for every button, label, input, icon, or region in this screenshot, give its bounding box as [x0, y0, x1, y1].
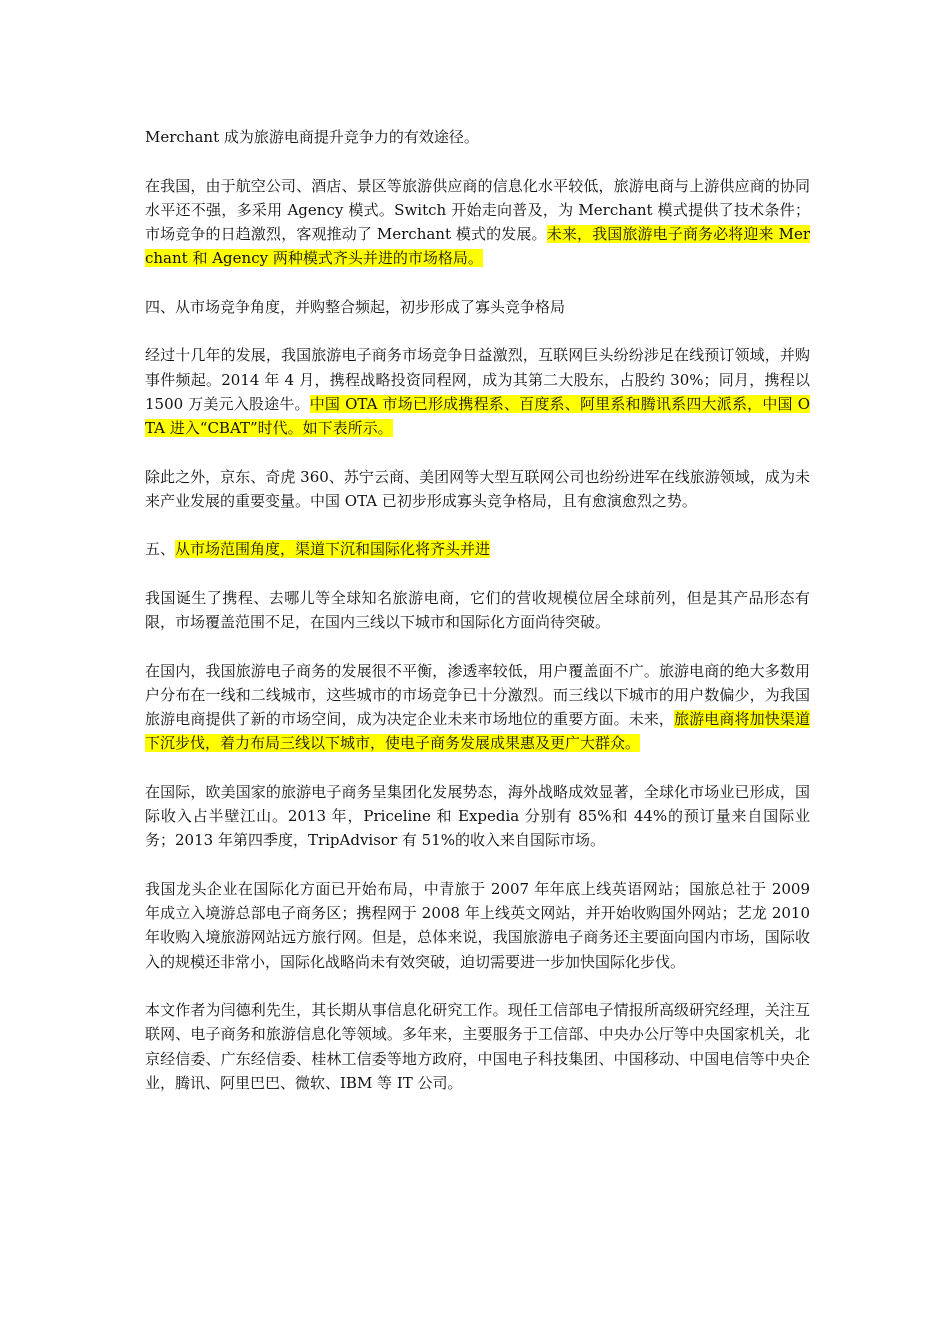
body-text: 在国际，欧美国家的旅游电子商务呈集团化发展势态，海外战略成效显著，全球化市场业已形成，国际收入占半壁江山。2013 年，Priceline 和 Expedia 分别有 85%和 44%的预订量来自国际业务；2013 年第四季度，TripAdvisor 有 51%的收入来自国际市场。: [145, 782, 810, 850]
body-text: 我国龙头企业在国际化方面已开始布局，中青旅于 2007 年年底上线英语网站；国旅总社于 2009 年成立入境游总部电子商务区；携程网于 2008 年上线英文网站，并开始收购国外网站；艺龙 2010 年收购入境旅游网站远方旅行网。但是，总体来说，我国旅游电子商务还主要面向国内市场，国际收入的规模还非常小，国际化战略尚未有效突破，迫切需要进一步加快国际化步伐。: [145, 879, 810, 971]
body-text: Merchant 成为旅游电商提升竞争力的有效途径。: [145, 128, 479, 146]
paragraph: [145, 174, 810, 271]
body-text: 五、: [145, 540, 176, 559]
body-text: 四、从市场竞争角度，并购整合频起，初步形成了寡头竞争格局: [145, 297, 566, 316]
paragraph: [145, 125, 810, 149]
body-text: 经过十几年的发展，我国旅游电子商务市场竞争日益激烈，互联网巨头纷纷涉足在线预订领域，并购事件频起。2014 年 4 月，携程战略投资同程网，成为其第二大股东，占股约 30%；同月，携程以 1500 万美元入股途牛。: [145, 346, 810, 413]
paragraph: [145, 998, 810, 1095]
highlighted-text: 未来，我国旅游电子商务必将迎来 Merchant 和 Agency 两种模式齐头并进的市场格局。: [145, 225, 810, 268]
paragraph: [145, 586, 810, 634]
paragraph: [145, 537, 810, 561]
paragraph: [145, 659, 810, 756]
body-text: 除此之外，京东、奇虎 360、苏宁云商、美团网等大型互联网公司也纷纷进军在线旅游领域，成为未来产业发展的重要变量。中国 OTA 已初步形成寡头竞争格局，且有愈演愈烈之势。: [145, 467, 810, 510]
body-text: 我国诞生了携程、去哪儿等全球知名旅游电商，它们的营收规模位居全球前列，但是其产品形态有限，市场覆盖范围不足，在国内三线以下城市和国际化方面尚待突破。: [145, 588, 810, 632]
paragraph: [145, 780, 810, 853]
body-text: 在国内，我国旅游电子商务的发展很不平衡，渗透率较低，用户覆盖面不广。旅游电商的绝大多数用户分布在一线和二线城市，这些城市的市场竞争已十分激烈。而三线以下城市的用户数偏少，为我国旅游电商提供了新的市场空间，成为决定企业未来市场地位的重要方面。未来，: [145, 661, 810, 729]
highlighted-text: 从市场范围角度，渠道下沉和国际化将齐头并进: [175, 540, 491, 559]
document-body: [145, 125, 810, 1119]
paragraph: [145, 343, 810, 440]
body-text: 本文作者为闫德利先生，其长期从事信息化研究工作。现任工信部电子情报所高级研究经理，关注互联网、电子商务和旅游信息化等领域。多年来，主要服务于工信部、中央办公厅等中央国家机关，北京经信委、广东经信委、桂林工信委等地方政府，中国电子科技集团、中国移动、中国电信等中央企业，腾讯、阿里巴巴、微软、IBM 等 IT 公司。: [145, 1001, 810, 1092]
highlighted-text: 旅游电商将加快渠道下沉步伐，着力布局三线以下城市，使电子商务发展成果惠及更广大群众。: [145, 710, 810, 753]
paragraph: [145, 295, 810, 319]
body-text: 在我国，由于航空公司、酒店、景区等旅游供应商的信息化水平较低，旅游电商与上游供应商的协同水平还不强，多采用 Agency 模式。Switch 开始走向普及，为 Merchant 模式提供了技术条件；市场竞争的日趋激烈，客观推动了 Merchant 模式的发展。: [145, 176, 810, 243]
paragraph: [145, 877, 810, 974]
highlighted-text: 中国 OTA 市场已形成携程系、百度系、阿里系和腾讯系四大派系，中国 OTA 进入“CBAT”时代。如下表所示。: [145, 394, 810, 437]
paragraph: [145, 465, 810, 513]
